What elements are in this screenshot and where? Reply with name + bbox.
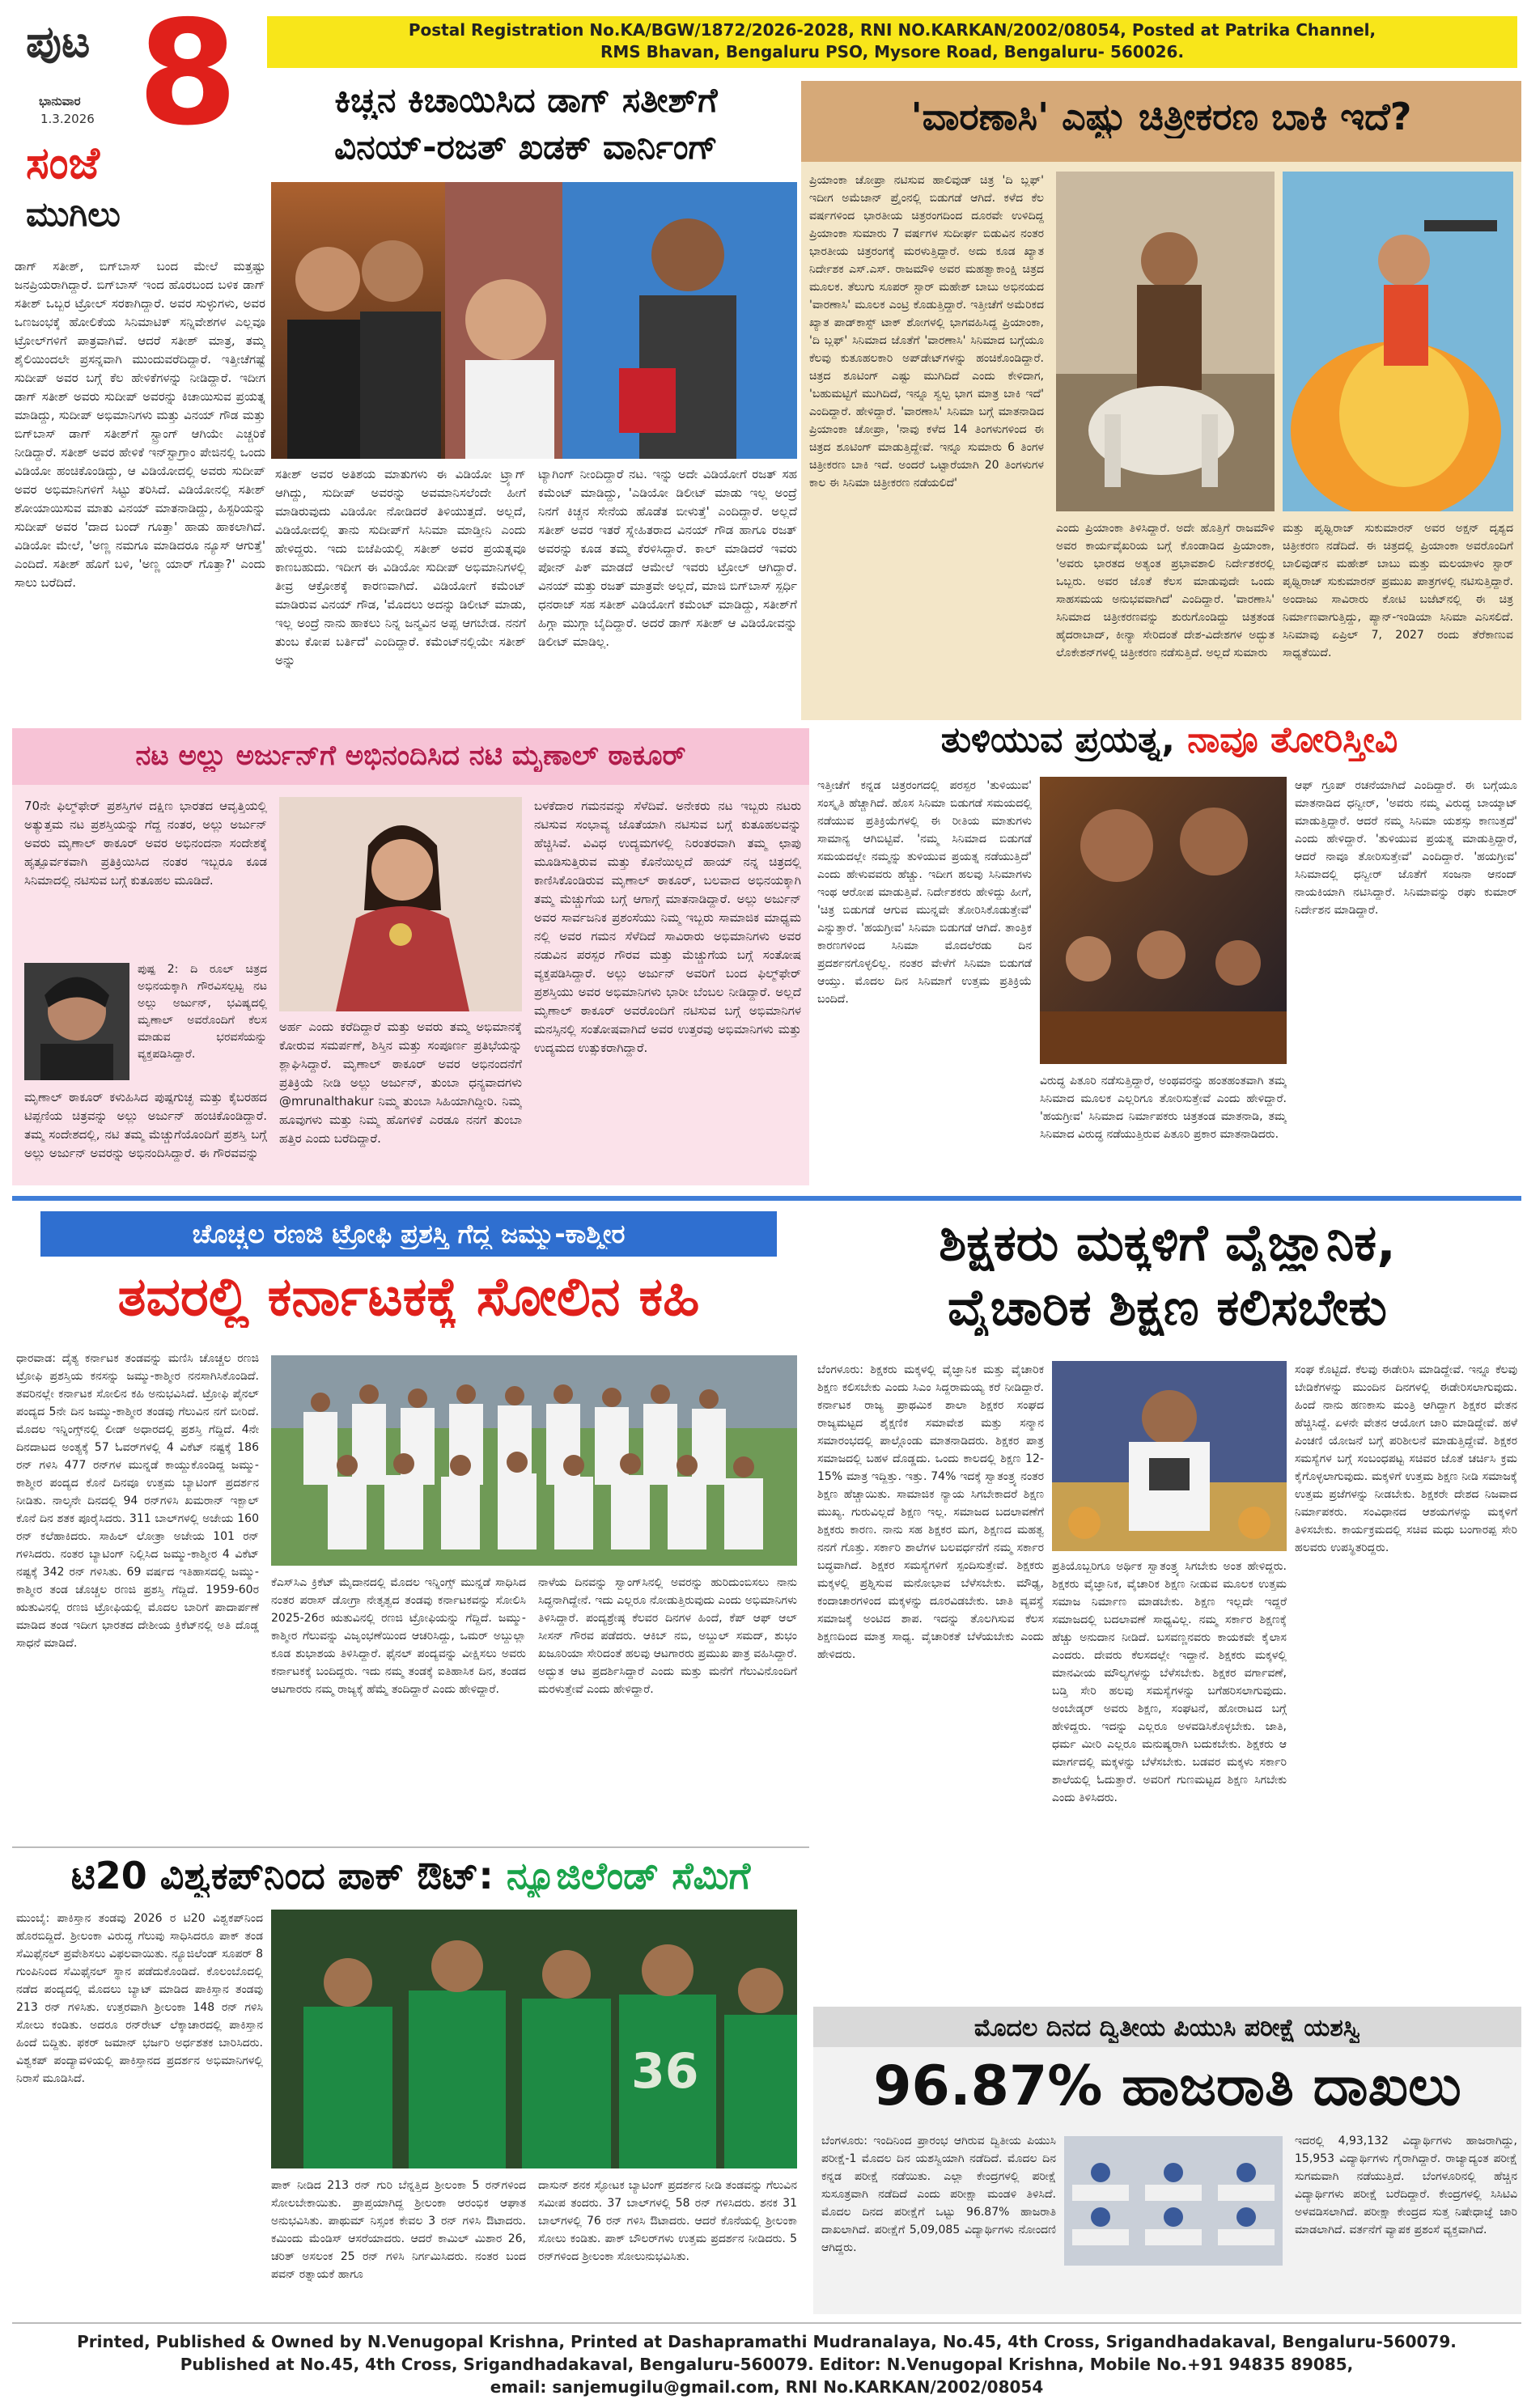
tuliyuva-headline xyxy=(817,720,1521,761)
mrunal-caption: ಪುಷ್ಪ 2: ದಿ ರೂಲ್ ಚಿತ್ರದ ಅಭಿನಯಕ್ಕಾಗಿ ಗೌರವಿಸಲ್ಪಟ್ಟ ನಟ ಅಲ್ಲು ಅರ್ಜುನ್, ಭವಿಷ್ಯದಲ್ಲಿ ಮೃಣಾಲ್ ಅವರೊಂದಿಗೆ ಕೆಲಸ ಮಾಡುವ ಭರವಸೆಯನ್ನು ವ್ಯಕ್ತಪಡಿಸಿದ್ದಾರೆ. xyxy=(138,963,267,1061)
varanasi-col-3: ಮತ್ತು ಪೃಥ್ವಿರಾಜ್ ಸುಕುಮಾರನ್ ಅವರ ಅಕ್ಷನ್ ದೃಶ್ಯದ ಚಿತ್ರೀಕರಣ ನಡೆದಿದೆ. ಈ ಚಿತ್ರದಲ್ಲಿ ಪ್ರಿಯಾಂಕಾ ಅವರೊಂದಿಗೆ ಬಾಲಿವುಡ್‌ನ ಮಹೇಶ್ ಬಾಬು ಮತ್ತು ಮಲಯಾಳಂ ಸ್ಟಾರ್ ಪೃಥ್ವಿರಾಜ್ ಸುಕುಮಾರನ್ ಪ್ರಮುಖ ಪಾತ್ರಗಳಲ್ಲಿ ನಟಿಸುತ್ತಿದ್ದಾರೆ. ಅಂದಾಜು ಸಾವಿರಾರು ಕೋಟಿ ಬಜೆಟ್‌ನಲ್ಲಿ ಈ ಚಿತ್ರ ನಿರ್ಮಾಣವಾಗುತ್ತಿದ್ದು, ಪ್ಯಾನ್-ಇಂಡಿಯಾ ಸಿನಿಮಾ ಎನಿಸಲಿದೆ. ಸಿನಿಮಾವು ಏಪ್ರಿಲ್ 7, 2027 ರಂದು ತೆರೆಕಾಣುವ ಸಾಧ್ಯತೆಯಿದೆ. xyxy=(1283,522,1513,659)
cm-col-2: ಪ್ರತಿಯೊಬ್ಬರಿಗೂ ಅರ್ಥಿಕ ಸ್ವಾತಂತ್ರ್ಯ ಸಿಗಬೇಕು ಅಂತ ಹೇಳಿದ್ದರು. ಶಿಕ್ಷಕರು ವೈಜ್ಞಾನಿಕ, ವೈಚಾರಿಕ ಶಿಕ್ಷಣ ನೀಡುವ ಮೂಲಕ ಉತ್ತಮ ಸಮಾಜ ನಿರ್ಮಾಣ ಮಾಡಬೇಕು. ಶಿಕ್ಷಣ ಇಲ್ಲದೇ ಇದ್ದರೆ ಸಮಾಜದಲ್ಲಿ ಬದಲಾವಣೆ ಸಾಧ್ಯವಿಲ್ಲ. ನಮ್ಮ ಸರ್ಕಾರ ಶಿಕ್ಷಣಕ್ಕೆ ಹೆಚ್ಚು ಅನುದಾನ ನೀಡಿದೆ. ಬಸವಣ್ಣನವರು ಕಾಯಕವೇ ಕೈಲಾಸ ಎಂದರು. ದೇವರು ಕೆಲಸದಲ್ಲೇ ಇದ್ದಾನೆ. ಶಿಕ್ಷಕರು ಮಕ್ಕಳಲ್ಲಿ ಮಾನವೀಯ ಮೌಲ್ಯಗಳನ್ನು ಬೆಳೆಸಬೇಕು. ಶಿಕ್ಷಕರ ವರ್ಗಾವಣೆ, ಬಡ್ತಿ ಸೇರಿ ಹಲವು ಸಮಸ್ಯೆಗಳನ್ನು ಬಗೆಹರಿಸಲಾಗುವುದು. ಅಂಬೇಡ್ಕರ್ ಅವರು ಶಿಕ್ಷಣ, ಸಂಘಟನೆ, ಹೋರಾಟದ ಬಗ್ಗೆ ಹೇಳಿದ್ದರು. ಇದನ್ನು ಎಲ್ಲರೂ ಅಳವಡಿಸಿಕೊಳ್ಳಬೇಕು. ಜಾತಿ, ಧರ್ಮ ಮೀರಿ ಎಲ್ಲರೂ ಮನುಷ್ಯರಾಗಿ ಬದುಕಬೇಕು. ಶಿಕ್ಷಕರು ಆ ಮಾರ್ಗದಲ್ಲಿ ಮಕ್ಕಳನ್ನು ಬೆಳೆಸಬೇಕು. ಬಡವರ ಮಕ್ಕಳು ಸರ್ಕಾರಿ ಶಾಲೆಯಲ್ಲಿ ಓದುತ್ತಾರೆ. ಅವರಿಗೆ ಗುಣಮಟ್ಟದ ಶಿಕ್ಷಣ ಸಿಗಬೇಕು ಎಂದು ತಿಳಿಸಿದರು. xyxy=(1052,1560,1287,1804)
footer-line-1: Printed, Published & Owned by N.Venugopal Krishna, Printed at Dashapramathi Mudranalaya, No.45, 4th Cross, Srigandhadakaval, Bengaluru-560079. xyxy=(77,2332,1457,2351)
jk-team-photo xyxy=(271,1355,797,1566)
varanasi-col-2: ಎಂದು ಪ್ರಿಯಾಂಕಾ ತಿಳಿಸಿದ್ದಾರೆ. ಅದೇ ಹೊತ್ತಿಗೆ ರಾಜಮೌಳಿ ಅವರ ಕಾರ್ಯವೈಖರಿಯ ಬಗ್ಗೆ ಕೊಂಡಾಡಿದ ಪ್ರಿಯಾಂಕಾ, 'ಅವರು ಭಾರತದ ಅತ್ಯಂತ ಪ್ರಭಾವಶಾಲಿ ನಿರ್ದೇಶಕರಲ್ಲಿ ಒಬ್ಬರು. ಅವರ ಜೊತೆ ಕೆಲಸ ಮಾಡುವುದೇ ಒಂದು ಸಾಹಸಮಯ ಅನುಭವವಾಗಿದೆ' ಎಂದಿದ್ದಾರೆ. 'ವಾರಣಾಸಿ' ಸಿನಿಮಾದ ಚಿತ್ರೀಕರಣವನ್ನು ಶುರುಗೊಂಡಿದ್ದು ಚಿತ್ರತಂಡ ಹೈದರಾಬಾದ್, ಕೀನ್ಯಾ ಸೇರಿದಂತೆ ದೇಶ-ವಿದೇಶಗಳ ಅದ್ಭುತ ಲೊಕೇಶನ್‌ಗಳಲ್ಲಿ ಚಿತ್ರೀಕರಣ ನಡೆಸುತ್ತಿದೆ. ಅಲ್ಲದೆ ಸುಮಾರು xyxy=(1056,522,1275,659)
hayagreeva-poster xyxy=(1040,777,1287,1064)
allu-arjun-photo xyxy=(24,963,129,1080)
puc-exam-photo xyxy=(1064,2136,1283,2266)
mrunal-right-col: ಬಳಕೆದಾರ ಗಮನವನ್ನು ಸೆಳೆದಿವೆ. ಅನೇಕರು ನಟ ಇಬ್ಬರು ನಟರು ನಟಿಸುವ ಸಂಭಾವ್ಯ ಜೊತೆಯಾಗಿ ನಟಿಸುವ ಬಗ್ಗೆ ಕುತೂಹಲವನ್ನು ಹೆಚ್ಚಿಸಿವೆ. ವಿವಿಧ ಉದ್ಯಮಗಳಲ್ಲಿ ನಿರಂತರವಾಗಿ ತಮ್ಮ ಛಾಪು ಮೂಡಿಸುತ್ತಿರುವ ಮತ್ತು ಕೊನೆಯಿಲ್ಲದೆ ಹಾಯ್ ನನ್ನ ಚಿತ್ರದಲ್ಲಿ ಕಾಣಿಸಿಕೊಂಡಿರುವ ಮೃಣಾಲ್ ಠಾಕೂರ್, ಬಲವಾದ ಅಭಿನಯಕ್ಕಾಗಿ ತಮ್ಮ ಮೆಚ್ಚುಗೆಯ ಬಗ್ಗೆ ಆಗಾಗ್ಗೆ ಮಾತನಾಡಿದ್ದಾರೆ. ಅಲ್ಲು ಅರ್ಜುನ್ ಅವರ ಸಾರ್ವಜನಿಕ ಪ್ರಶಂಸೆಯು ನಿಮ್ಮ ಇಬ್ಬರು ಸಾಮಾಜಿಕ ಮಾಧ್ಯಮ ನಲ್ಲಿ ಅವರ ಗಮನ ಸೆಳೆದಿದೆ ಸಾವಿರಾರು ಅಭಿಮಾನಿಗಳು ಅವರ ನಡುವಿನ ಪರಸ್ಪರ ಗೌರವ ಮತ್ತು ಮೆಚ್ಚುಗೆಯ ಬಗ್ಗೆ ಸಂತೋಷ ವ್ಯಕ್ತಪಡಿಸಿದ್ದಾರೆ. ಅಲ್ಲು ಅರ್ಜುನ್ ಅವರಿಗೆ ಬಂದ ಫಿಲ್ಮ್‌ಫೇರ್ ಪ್ರಶಸ್ತಿಯು ಅವರ ಅಭಿಮಾನಿಗಳು ಭಾರೀ ಬೆಂಬಲ ನೀಡಿದ್ದಾರೆ. ಅಲ್ಲದೆ ಮೃಣಾಲ್ ಠಾಕೂರ್ ಅವರೊಂದಿಗೆ ನಟಿಸುವ ಬಗ್ಗೆ ಅಭಿಮಾನಿಗಳ ಮನಸ್ಸಿನಲ್ಲಿ ಸಂತೋಷವಾಗಿದೆ ಅವರ ಉತ್ತರವು ಅಭಿಮಾನಿಗಳು ಮತ್ತು ಉದ್ಯಮದ ಉತ್ಸುಕರಾಗಿದ್ದಾರೆ. xyxy=(534,799,801,1055)
t20-headline xyxy=(16,1855,805,1897)
masthead xyxy=(16,0,259,251)
mrunal-headline: ನಟ ಅಲ್ಲು ಅರ್ಜುನ್‌ಗೆ ಅಭಿನಂದಿಸಿದ ನಟಿ ಮೃಣಾಲ್ ಠಾಕೂರ್ xyxy=(135,740,686,772)
cm-photo xyxy=(1052,1361,1287,1551)
sudeep-col-1: ಡಾಗ್ ಸತೀಶ್, ಬಿಗ್‌ಬಾಸ್ ಬಂದ ಮೇಲೆ ಮತ್ತಷ್ಟು ಜನಪ್ರಿಯರಾಗಿದ್ದಾರೆ. ಬಿಗ್‌ಬಾಸ್ ಇಂದ ಹೊರಬಂದ ಬಳಿಕ ಡಾಗ್ ಸತೀಶ್ ಒಬ್ಬರ ಟ್ರೋಲ್ ಸರಕಾಗಿದ್ದಾರೆ. ಅವರ ಸುಳ್ಳುಗಳು, ಅವರ ಒಣಜಂಭಕ್ಕೆ ಹೋಲಿಕೆಯ ಸಿನಿಮಾಟಿಕ್ ಸನ್ನಿವೇಶಗಳ ಎಲ್ಲವೂ ಟ್ರೋಲ್‌ಗಳಿಗೆ ಪಾತ್ರವಾಗಿವೆ. ಆದರೆ ಸತೀಶ್ ಮಾತ್ರ, ತಮ್ಮ ಶೈಲಿಯಿಂದಲೇ ಪ್ರಸನ್ನವಾಗಿ ಮುಂದುವರೆದಿದ್ದಾರೆ. ಇತ್ತೀಚೆಗಷ್ಟೆ ಸುದೀಪ್ ಅವರ ಬಗ್ಗೆ ಕೆಲ ಹೇಳಿಕೆಗಳನ್ನು ನೀಡಿದ್ದಾರೆ. ಇದೀಗ ಡಾಗ್ ಸತೀಶ್ ಅವರು ಸುದೀಪ್ ಅವರನ್ನು ಕಿಚಾಯಿಸುವ ಪ್ರಯತ್ನ ಮಾಡಿದ್ದು, ಸುದೀಪ್ ಅಭಿಮಾನಿಗಳು ಮತ್ತು ವಿನಯ್ ಗೌಡ ಮತ್ತು ಬಿಗ್‌ಬಾಸ್ ಡಾಗ್ ಸತೀಶ್‌ಗೆ ಸ್ಟ್ರಾಂಗ್ ಆಗಿಯೇ ಎಚ್ಚರಿಕೆ ನೀಡಿದ್ದಾರೆ. ಸತೀಶ್ ಅವರ ಹೇಳಿಕೆ ಇನ್‌ಸ್ಟಾಗ್ರಾಂ ಪೇಜಿನಲ್ಲಿ ಒಂದು ವಿಡಿಯೋ ಹಂಚಿಕೊಂಡಿದ್ದು, ಆ ವಿಡಿಯೋದಲ್ಲಿ ಅವರು ಸುದೀಪ್ ಅವರ ಅಭಿಮಾನಿಗಳಿಗೆ ಸಿಟ್ಟು ತರಿಸಿದೆ. ವಿಡಿಯೋನಲ್ಲಿ ಸತೀಶ್ ಶೋಯಾಯಿಸುವ ಮಾತು ವಿನಯ್ ಮಾತನಾಡಿದ್ದು, ಹಿಸ್ಟರಿಯನ್ನು ಸುದೀಪ್ ಅವರ 'ದಾದ ಬಂದ್ ಗೂತ್ತಾ' ಹಾಡು ಹಾಕಲಾಗಿದೆ. ವಿಡಿಯೋ ಮೇಲೆ, 'ಅಣ್ಣ ನಮಗೂ ಮಾಡಿದರೂ ನ್ಯೂಸ್ ಆಗುತ್ತೆ' ಎಂದಿದೆ. ಸತೀಶ್ ಹೊಗೆ ಬಳಿ, 'ಅಣ್ಣ ಯಾರ್ ಗೊತ್ತಾ?' ಎಂದು ಸಾಲು ಬರೆದಿದೆ. xyxy=(15,259,265,590)
cm-headline-2: ವೈಚಾರಿಕ ಶಿಕ್ಷಣ ಕಲಿಸಬೇಕು xyxy=(948,1278,1387,1337)
footer-line-3: email: sanjemugilu@gmail.com, RNI No.KARKAN/2002/08054 xyxy=(490,2377,1044,2397)
mrunal-left-bottom: ಮೃಣಾಲ್ ಠಾಕೂರ್ ಕಳುಹಿಸಿದ ಪುಷ್ಪಗುಚ್ಛ ಮತ್ತು ಕೈಬರಹದ ಟಿಪ್ಪಣಿಯ ಚಿತ್ರವನ್ನು ಅಲ್ಲು ಅರ್ಜುನ್ ಹಂಚಿಕೊಂಡಿದ್ದಾರೆ. ತಮ್ಮ ಸಂದೇಶದಲ್ಲಿ, ನಟಿ ತಮ್ಮ ಮೆಚ್ಚುಗೆಯೊಂದಿಗೆ ಪ್ರಶಸ್ತಿ ಬಗ್ಗೆ ಅಲ್ಲು ಅರ್ಜುನ್ ಅವರನ್ನು ಅಭಿನಂದಿಸಿದ್ದಾರೆ. ಈ ಗೌರವವನ್ನು xyxy=(24,1090,267,1160)
imprint-footer xyxy=(12,2330,1521,2403)
t20-col-3: ದಾಸುನ್ ಶನಕ ಸ್ಫೋಟಕ ಬ್ಯಾಟಿಂಗ್ ಪ್ರದರ್ಶನ ನೀಡಿ ತಂಡವನ್ನು ಗೆಲುವಿನ ಸಮೀಪ ತಂದರು. 37 ಬಾಲ್‌ಗಳಲ್ಲಿ 58 ರನ್ ಗಳಿಸಿದರು. ಶನಕ 31 ಬಾಲ್‌ಗಳಲ್ಲಿ 76 ರನ್ ಗಳಿಸಿ ಔಟಾದರು. ಆದರೆ ಕೊನೆಯಲ್ಲಿ ಶ್ರೀಲಂಕಾ ಸೋಲು ಕಂಡಿತು. ಪಾಕ್ ಬೌಲರ್‌ಗಳು ಉತ್ತಮ ಪ್ರದರ್ಶನ ನೀಡಿದರು. 5 ರನ್‌ಗಳಿಂದ ಶ್ರೀಲಂಕಾ ಸೋಲುನುಭವಿಸಿತು. xyxy=(538,2179,797,2263)
page-number: 8 xyxy=(138,0,238,157)
mrunal-intro: 70ನೇ ಫಿಲ್ಮ್‌ಫೇರ್ ಪ್ರಶಸ್ತಿಗಳ ದಕ್ಷಿಣ ಭಾರತದ ಆವೃತ್ತಿಯಲ್ಲಿ ಅತ್ಯುತ್ತಮ ನಟ ಪ್ರಶಸ್ತಿಯನ್ನು ಗೆದ್ದ ನಂತರ, ಅಲ್ಲು ಅರ್ಜುನ್ ಅವರು ಮೃಣಾಲ್ ಠಾಕೂರ್ ಅವರ ಅಭಿನಂದನಾ ಸಂದೇಶಕ್ಕೆ ಹೃತ್ಪೂರ್ವಕವಾಗಿ ಪ್ರತಿಕ್ರಿಯಿಸಿದ ನಂತರ ಇಬ್ಬರೂ ಕೂಡ ಸಿನಿಮಾದಲ್ಲಿ ನಟಿಸುವ ಬಗ್ಗೆ ಕುತೂಹಲ ಮೂಡಿದೆ. xyxy=(24,799,267,888)
date-label: 1.3.2026 xyxy=(40,112,95,126)
postal-line-2: RMS Bhavan, Bengaluru PSO, Mysore Road, Bengaluru- 560026. xyxy=(600,42,1185,61)
varanasi-photo-1 xyxy=(1056,172,1275,511)
section-word: ಪುಟ xyxy=(26,16,91,67)
sudeep-col-3: ಟ್ಯಾಗಿಂಗ್ ನೀಂದಿದ್ದಾರೆ ನಟ. ಇನ್ನು ಅದೇ ವಿಡಿಯೋಗೆ ರಜತ್ ಸಹ ಕಮೆಂಟ್ ಮಾಡಿದ್ದು, 'ಎಡಿಯೋ ಡಿಲೀಟ್ ಮಾಡು ಇಲ್ಲ ಅಂದ್ರೆ ನಿನಗೆ ಕಿಚ್ಚನ ಸೇನೆಯ ಹೊಡೆತ ಬೀಳುತ್ತೆ' ಎಂದಿದ್ದಾರೆ. ಅಲ್ಲದೆ ಸತೀಶ್ ಅವರ ಇತರೆ ಸ್ನೇಹಿತರಾದ ವಿನಯ್ ಗೌಡ ಹಾಗೂ ರಜತ್ ಅವರನ್ನು ಕೂಡ ತಮ್ಮ ಕೆರಳಿಸಿದ್ದಾರೆ. ಕಾಲ್ ಮಾಡಿದರೆ ಇವರು ಪೋನ್ ಪಿಕ್ ಮಾಡದೆ ಆಮೇಲೆ ಇವರು ಟ್ರೋಲ್ ಆಗಿದ್ದಾರೆ. ವಿನಯ್ ಮತ್ತು ರಜತ್ ಮಾತ್ರವೇ ಅಲ್ಲದೆ, ಮಾಜಿ ಬಿಗ್‌ಬಾಸ್ ಸ್ಪರ್ಧಿ ಧನರಾಜ್ ಸಹ ಸತೀಶ್ ವಿಡಿಯೋಗೆ ಕಮೆಂಟ್ ಮಾಡಿದ್ದು, ಸತೀಶ್‌ಗೆ ಹಿಗ್ಗಾ ಮುಗ್ಗಾ ಬೈದಿದ್ದಾರೆ. ಅದರೆ ಡಾಗ್ ಸತೀಶ್ ಆ ವಿಡಿಯೋವನ್ನು ಡಿಲೀಟ್ ಮಾಡಿಲ್ಲ. xyxy=(538,467,797,649)
varanasi-photo-2 xyxy=(1283,172,1513,511)
puc-col-2: ಇದರಲ್ಲಿ 4,93,132 ವಿದ್ಯಾರ್ಥಿಗಳು ಹಾಜರಾಗಿದ್ದು, 15,953 ವಿದ್ಯಾರ್ಥಿಗಳು ಗೈರಾಗಿದ್ದಾರೆ. ರಾಜ್ಯಾದ್ಯಂತ ಪರೀಕ್ಷೆ ಸುಗಮವಾಗಿ ನಡೆಯುತ್ತಿದೆ. ಬೆಂಗಳೂರಿನಲ್ಲಿ ಹೆಚ್ಚಿನ ವಿದ್ಯಾರ್ಥಿಗಳು ಪರೀಕ್ಷೆ ಬರೆದಿದ್ದಾರೆ. ಕೇಂದ್ರಗಳಲ್ಲಿ ಸಿಸಿಟಿವಿ ಅಳವಡಿಸಲಾಗಿದೆ. ಪರೀಕ್ಷಾ ಕೇಂದ್ರದ ಸುತ್ತ ನಿಷೇಧಾಜ್ಞೆ ಜಾರಿ ಮಾಡಲಾಗಿದೆ. ವರ್ತನೆಗೆ ವ್ಯಾಪಕ ಪ್ರಶಂಸೆ ವ್ಯಕ್ತವಾಗಿದೆ. xyxy=(1295,2135,1517,2236)
t20-top-rule xyxy=(12,1846,809,1848)
svg-text:36: 36 xyxy=(631,2043,699,2100)
ranji-col-2: ಕೆಎಸ್‌ಸಿಎ ಕ್ರಿಕೆಟ್ ಮೈದಾನದಲ್ಲಿ ಮೊದಲ ಇನ್ನಿಂಗ್ಸ್ ಮುನ್ನಡೆ ಸಾಧಿಸಿದ ನಂತರ ಪರಾಸ್ ಡೋಗ್ರಾ ನೇತೃತ್ವದ ತಂಡವು ಕರ್ನಾಟಕವನ್ನು ಸೋಲಿಸಿ 2025-26ರ ಋತುವಿನಲ್ಲಿ ರಣಜಿ ಟ್ರೋಫಿಯನ್ನು ಗೆದ್ದಿದೆ. ಜಮ್ಮು-ಕಾಶ್ಮೀರ ಗೆಲುವನ್ನು ವಿಜೃಂಭಣೆಯಿಂದ ಆಚರಿಸಿದ್ದು, ಒಮರ್ ಅಬ್ದುಲ್ಲಾ ಕೂಡ ಶುಭಾಶಯ ತಿಳಿಸಿದ್ದಾರೆ. ಫೈನಲ್ ಪಂದ್ಯವನ್ನು ವೀಕ್ಷಿಸಲು ಅವರು ಕರ್ನಾಟಕಕ್ಕೆ ಬಂದಿದ್ದರು. ಇದು ನಮ್ಮ ತಂಡಕ್ಕೆ ಐತಿಹಾಸಿಕ ದಿನ, ತಂಡದ ಆಟಗಾರರು ನಮ್ಮ ರಾಜ್ಯಕ್ಕೆ ಹೆಮ್ಮೆ ತಂದಿದ್ದಾರೆ ಎಂದು ಹೇಳಿದ್ದಾರೆ. xyxy=(271,1576,526,1696)
tuliyuva-headline-part1: ತುಳಿಯುವ ಪ್ರಯತ್ನ, xyxy=(940,720,1188,761)
tuliyuva-col-1: ಇತ್ತೀಚೆಗೆ ಕನ್ನಡ ಚಿತ್ರರಂಗದಲ್ಲಿ ಪರಸ್ಪರ 'ತುಳಿಯುವ' ಸಂಸ್ಕೃತಿ ಹೆಚ್ಚಾಗಿದೆ. ಹೊಸ ಸಿನಿಮಾ ಬಿಡುಗಡೆ ಸಮಯದಲ್ಲಿ ನಡೆಯುವ ಪ್ರತಿಕ್ರಿಯೆಗಳಲ್ಲಿ ಈ ರೀತಿಯ ಮಾತುಗಳು ಸಾಮಾನ್ಯ ಆಗಿಬಿಟ್ಟಿವೆ. 'ನಮ್ಮ ಸಿನಿಮಾದ ಬಿಡುಗಡೆ ಸಮಯದಲ್ಲೇ ನಮ್ಮನ್ನು ತುಳಿಯುವ ಪ್ರಯತ್ನ ನಡೆಯುತ್ತಿದೆ' ಎಂದು ಹೇಳುವವರು ಹೆಚ್ಚು. ಇದೀಗ ಹಲವು ಸಿನಿಮಾಗಳು ಇಂಥ ಆರೋಪ ಮಾಡುತ್ತಿವೆ. ನಿರ್ದೇಶಕರು ಹೇಳಿದ್ದು ಹೀಗೆ, 'ಚಿತ್ರ ಬಿಡುಗಡೆ ಆಗುವ ಮುನ್ನವೇ ತೋರಿಸಿಕೊಡುತ್ತೇವೆ' ಎನ್ನುತ್ತಾರೆ. 'ಹಯಗ್ರೀವ' ಸಿನಿಮಾ ಬಿಡುಗಡೆ ಆಗಿದೆ. ತಾಂತ್ರಿಕ ಕಾರಣಗಳಿಂದ ಸಿನಿಮಾ ಮೊದಲೆರಡು ದಿನ ಪ್ರದರ್ಶನಗೊಳ್ಳಲಿಲ್ಲ. ನಂತರ ವೇಳೆಗೆ ಸಿನಿಮಾ ಬಿಡುಗಡೆ ಆಯ್ತು. ಮೊದಲ ದಿನ ಸಿನಿಮಾಗೆ ಉತ್ತಮ ಪ್ರತಿಕ್ರಿಯೆ ಬಂದಿದೆ. xyxy=(817,779,1032,1006)
ranji-col-1: ಧಾರವಾಡ: ದೈತ್ಯ ಕರ್ನಾಟಕ ತಂಡವನ್ನು ಮಣಿಸಿ ಚೊಚ್ಚಲ ರಣಜಿ ಟ್ರೋಫಿ ಪ್ರಶಸ್ತಿಯ ಕನಸನ್ನು ಜಮ್ಮು-ಕಾಶ್ಮೀರ ನನಸಾಗಿಸಿಕೊಂಡಿದೆ. ತವರಿನಲ್ಲೇ ಕರ್ನಾಟಕ ಸೋಲಿನ ಕಹಿ ಅನುಭವಿಸಿದೆ. ಟ್ರೋಫಿ ಪೈನಲ್ ಪಂದ್ಯದ 5ನೇ ದಿನ ಜಮ್ಮು-ಕಾಶ್ಮೀರ ತಂಡವು ಗೆಲುವಿನ ನಗೆ ಬೀರಿದೆ. ಮೊದಲ ಇನ್ನಿಂಗ್ಸ್‌ನಲ್ಲಿ ಲೀಡ್ ಅಧಾರದಲ್ಲಿ ಪ್ರಶಸ್ತಿ ಗೆದ್ದಿದೆ. 4ನೇ ದಿನದಾಟದ ಅಂತ್ಯಕ್ಕೆ 57 ಓವರ್‌ಗಳಲ್ಲಿ 4 ವಿಕೆಟ್ ನಷ್ಟಕ್ಕೆ 186 ರನ್ ಗಳಿಸಿ 477 ರನ್‌ಗಳ ಮುನ್ನಡೆ ಕಾಯ್ದುಕೊಂಡಿದ್ದ ಜಮ್ಮು-ಕಾಶ್ಮೀರ ಪಂದ್ಯದ ಕೊನೆ ದಿನವೂ ಉತ್ತಮ ಬ್ಯಾಟಿಂಗ್ ಪ್ರದರ್ಶನ ನೀಡಿತು. ನಾಲ್ಕನೇ ದಿನದಲ್ಲಿ 94 ರನ್‌ಗಳಿಸಿ ಖಮರಾನ್ ಇಕ್ಬಾಲ್ ಕೊನೆ ದಿನ ಶತಕ ಪೂರೈಸಿದರು. 311 ಬಾಲ್‌ಗಳಲ್ಲಿ ಅಜೇಯ 160 ರನ್ ಕಲೆಹಾಕಿದರು. ಸಾಹಿಲ್ ಲೋತ್ರಾ ಅಜೇಯ 101 ರನ್ ಗಳಿಸಿದರು. ನಂತರ ಬ್ಯಾಟಿಂಗ್ ನಿಲ್ಲಿಸಿದ ಜಮ್ಮು-ಕಾಶ್ಮೀರ 4 ವಿಕೆಟ್ ನಷ್ಟಕ್ಕೆ 342 ರನ್ ಗಳಿಸಿತು. 69 ವರ್ಷದ ಇತಿಹಾಸದಲ್ಲಿ ಜಮ್ಮು-ಕಾಶ್ಮೀರ ತಂಡ ಚೊಚ್ಚಲ ರಣಜಿ ಪ್ರಶಸ್ತಿ ಗೆದ್ದಿದೆ. 1959-60ರ ಋತುವಿನಲ್ಲಿ ರಣಜಿ ಟ್ರೋಫಿಯಲ್ಲಿ ಮೊದಲ ಬಾರಿಗೆ ಪಾದಾರ್ಪಣೆ ಮಾಡಿದ ತಂಡ ಇದೀಗ ಭಾರತದ ದೇಶೀಯ ಕ್ರಿಕೆಟ್‌ನಲ್ಲಿ ಅತಿ ದೊಡ್ಡ ಸಾಧನೆ ಮಾಡಿದೆ. xyxy=(16,1352,259,1650)
footer-rule xyxy=(12,2322,1521,2324)
postal-strip xyxy=(267,16,1517,68)
tuliyuva-col-3: ಆಫ್ ಗ್ರೂಪ್ ರಚನೆಯಾಗಿದೆ ಎಂದಿದ್ದಾರೆ. ಈ ಬಗ್ಗೆಯೂ ಮಾತನಾಡಿದ ಧನ್ವೀರ್, 'ಅವರು ನಮ್ಮ ವಿರುದ್ಧ ಬಾಯ್ಕಾಟ್ ಮಾಡುತ್ತಿದ್ದಾರೆ. ಆದರೆ ನಮ್ಮ ಸಿನಿಮಾ ಯಶಸ್ಸು ಕಾಣುತ್ತದೆ' ಎಂದು ಹೇಳಿದ್ದಾರೆ. 'ತುಳಿಯುವ ಪ್ರಯತ್ನ ಮಾಡುತ್ತಿದ್ದಾರೆ, ಆದರೆ ನಾವೂ ತೋರಿಸುತ್ತೇವೆ' ಎಂದಿದ್ದಾರೆ. 'ಹಯಗ್ರೀವ' ಸಿನಿಮಾದಲ್ಲಿ ಧನ್ವೀರ್ ಜೊತೆಗೆ ಸಂಜನಾ ಆನಂದ್ ನಾಯಕಿಯಾಗಿ ನಟಿಸಿದ್ದಾರೆ. ಸಿನಿಮಾವನ್ನು ರಘು ಕುಮಾರ್ ನಿರ್ದೇಶನ ಮಾಡಿದ್ದಾರೆ. xyxy=(1295,779,1517,917)
footer-line-2: Published at No.45, 4th Cross, Srigandhadakaval, Bengaluru-560079. Editor: N.Venugopal Krishna, Mobile No.+91 94835 89085, xyxy=(180,2355,1354,2374)
cm-headline-1: ಶಿಕ್ಷಕರು ಮಕ್ಕಳಿಗೆ ವೈಜ್ಞಾನಿಕ, xyxy=(939,1214,1396,1272)
sudeep-headline-2: ವಿನಯ್-ರಜತ್ ಖಡಕ್ ವಾರ್ನಿಂಗ್ xyxy=(334,128,718,167)
ranji-kicker: ಚೊಚ್ಚಲ ರಣಜಿ ಟ್ರೋಫಿ ಪ್ರಶಸ್ತಿ ಗೆದ್ದ ಜಮ್ಮು-ಕಾಶ್ಮೀರ xyxy=(192,1219,626,1249)
t20-col-2: ಪಾಕ್ ನೀಡಿದ 213 ರನ್ ಗುರಿ ಬೆನ್ನತ್ತಿದ ಶ್ರೀಲಂಕಾ 5 ರನ್‌ಗಳಿಂದ ಸೋಲಬೇಕಾಯಿತು. ಪ್ರಾಪ್ತಯಾಗಿದ್ದ ಶ್ರೀಲಂಕಾ ಆರಂಭಿಕ ಆಘಾತ ಅನುಭವಿಸಿತು. ಪಾಥುಮ್ ನಿಸ್ಸಂಕ ಕೇವಲ 3 ರನ್ ಗಳಿಸಿ ಔಟಾದರು. ಕಮಿಂದು ಮೆಂಡಿಸ್ ಆಸರೆಯಾದರು. ಆದರೆ ಕಾಮಿಲ್ ಮಿಶಾರ 26, ಚರಿತ್ ಅಸಲಂಕ 25 ರನ್ ಗಳಿಸಿ ನಿರ್ಗಮಿಸಿದರು. ನಂತರ ಬಂದ ಪವನ್ ರತ್ನಾಯಕೆ ಹಾಗೂ xyxy=(271,2179,526,2281)
mrunal-mid-col: ಅರ್ಹ ಎಂದು ಕರೆದಿದ್ದಾರೆ ಮತ್ತು ಅವರು ತಮ್ಮ ಅಭಿಮಾನಕ್ಕೆ ಕೋರುವ ಸಮರ್ಪಣೆ, ಶಿಸ್ತಿನ ಮತ್ತು ಸಂಪೂರ್ಣ ಪ್ರತಿಭೆಯನ್ನು ಶ್ಲಾಘಿಸಿದ್ದಾರೆ. ಮೃಣಾಲ್ ಠಾಕೂರ್ ಅವರ ಅಭಿನಂದನೆಗೆ ಪ್ರತಿಕ್ರಿಯೆ ನೀಡಿ ಅಲ್ಲು ಅರ್ಜುನ್, ತುಂಬಾ ಧನ್ಯವಾದಗಳು @mrunalthakur ನಿಮ್ಮ ತುಂಬಾ ಸಿಹಿಯಾಗಿದ್ದೀರಿ. ನಿಮ್ಮ ಹೂವುಗಳು ಮತ್ತು ನಿಮ್ಮ ಹೊಗಳಿಕೆ ಎರಡೂ ನನಗೆ ತುಂಬಾ ಹತ್ತಿರ ಎಂದು ಬರೆದಿದ್ದಾರೆ. xyxy=(279,1020,522,1146)
ranji-headline: ತವರಲ್ಲಿ ಕರ್ನಾಟಕಕ್ಕೆ ಸೋಲಿನ ಕಹಿ xyxy=(117,1266,700,1328)
paper-name-2: ಮುಗಿಲು xyxy=(26,194,121,234)
varanasi-headline: 'ವಾರಣಾಸಿ' ಎಷ್ಟು ಚಿತ್ರೀಕರಣ ಬಾಕಿ ಇದೆ? xyxy=(910,95,1412,138)
section-divider xyxy=(12,1196,1521,1201)
puc-headline: 96.87% ಹಾಜರಾತಿ ದಾಖಲು xyxy=(873,2055,1461,2118)
t20-headline-part2: ನ್ಯೂಜಿಲೆಂಡ್ ಸೆಮಿಗೆ xyxy=(506,1855,751,1897)
postal-line-1: Postal Registration No.KA/BGW/1872/2026-2028, RNI NO.KARKAN/2002/08054, Posted at Patrika Channel, xyxy=(408,20,1376,40)
tuliyuva-headline-part2: ನಾವೂ ತೋರಿಸ್ತೀವಿ xyxy=(1187,720,1398,761)
puc-col-1: ಬೆಂಗಳೂರು: ಇಂದಿನಿಂದ ಪ್ರಾರಂಭ ಆಗಿರುವ ದ್ವಿತೀಯ ಪಿಯುಸಿ ಪರೀಕ್ಷೆ-1 ಮೊದಲ ದಿನ ಯಶಸ್ವಿಯಾಗಿ ನಡೆದಿದೆ. ಮೊದಲ ದಿನ ಕನ್ನಡ ಪರೀಕ್ಷೆ ನಡೆಯಿತು. ಎಲ್ಲಾ ಕೇಂದ್ರಗಳಲ್ಲಿ ಪರೀಕ್ಷೆ ಸುಸೂತ್ರವಾಗಿ ನಡೆದಿದೆ ಎಂದು ಪರೀಕ್ಷಾ ಮಂಡಳಿ ತಿಳಿಸಿದೆ. ಮೊದಲ ದಿನದ ಪರೀಕ್ಷೆಗೆ ಒಟ್ಟು 96.87% ಹಾಜರಾತಿ ದಾಖಲಾಗಿದೆ. ಪರೀಕ್ಷೆಗೆ 5,09,085 ವಿದ್ಯಾರ್ಥಿಗಳು ನೋಂದಣಿ ಆಗಿದ್ದರು. xyxy=(821,2135,1056,2254)
day-label: ಭಾನುವಾರ xyxy=(39,94,81,108)
tuliyuva-col-2: ವಿರುದ್ಧ ಪಿತೂರಿ ನಡೆಸುತ್ತಿದ್ದಾರೆ, ಅಂಥವರನ್ನು ಹಂತಹಂತವಾಗಿ ತಮ್ಮ ಸಿನಿಮಾದ ಮೂಲಕ ಎಲ್ಲರಿಗೂ ತೋರಿಸುತ್ತೇವೆ ಎಂದು ಹೇಳಿದ್ದಾರೆ. 'ಹಯಗ್ರೀವ' ಸಿನಿಮಾದ ನಿರ್ಮಾಪಕರು ಚಿತ್ರತಂಡ ಮಾತನಾಡಿ, ತಮ್ಮ ಸಿನಿಮಾದ ವಿರುದ್ಧ ನಡೆಯುತ್ತಿರುವ ಪಿತೂರಿ ಪ್ರಕಾರ ಮಾತನಾಡಿದರು. xyxy=(1040,1075,1287,1141)
sudeep-photo-collage xyxy=(271,182,797,459)
cm-col-1: ಬೆಂಗಳೂರು: ಶಿಕ್ಷಕರು ಮಕ್ಕಳಲ್ಲಿ ವೈಜ್ಞಾನಿಕ ಮತ್ತು ವೈಚಾರಿಕ ಶಿಕ್ಷಣ ಕಲಿಸಬೇಕು ಎಂದು ಸಿಎಂ ಸಿದ್ದರಾಮಯ್ಯ ಕರೆ ನೀಡಿದ್ದಾರೆ. ಕರ್ನಾಟಕ ರಾಜ್ಯ ಪ್ರಾಥಮಿಕ ಶಾಲಾ ಶಿಕ್ಷಕರ ಸಂಘದ ರಾಜ್ಯಮಟ್ಟದ ಶೈಕ್ಷಣಿಕ ಸಮಾವೇಶ ಮತ್ತು ಸನ್ಮಾನ ಸಮಾರಂಭದಲ್ಲಿ ಪಾಲ್ಗೊಂಡು ಮಾತನಾಡಿದರು. ಶಿಕ್ಷಕರ ಪಾತ್ರ ಸಮಾಜದಲ್ಲಿ ಬಹಳ ದೊಡ್ಡದು. ಒಂದು ಕಾಲದಲ್ಲಿ ಶಿಕ್ಷಣ 12-15% ಮಾತ್ರ ಇದ್ದಿತ್ತು. ಇತ್ತು. 74% ಇದಕ್ಕೆ ಸ್ವಾತಂತ್ರ್ಯ ನಂತರ ಶಿಕ್ಷಣ ಹೆಚ್ಚಾಯಿತು. ಸಾಮಾಜಿಕ ನ್ಯಾಯ ಸಿಗಬೇಕಾದರೆ ಶಿಕ್ಷಣ ಮುಖ್ಯ. ಗುರುವಿಲ್ಲದೆ ಶಿಕ್ಷಣ ಇಲ್ಲ. ಸಮಾಜದ ಬದಲಾವಣೆಗೆ ಶಿಕ್ಷಕರು ಕಾರಣ. ನಾನು ಸಹ ಶಿಕ್ಷಕರ ಮಗ, ಶಿಕ್ಷಣದ ಮಹತ್ವ ನನಗೆ ಗೊತ್ತು. ಸರ್ಕಾರಿ ಶಾಲೆಗಳ ಬಲವರ್ಧನೆಗೆ ನಮ್ಮ ಸರ್ಕಾರ ಬದ್ಧವಾಗಿದೆ. ಶಿಕ್ಷಕರ ಸಮಸ್ಯೆಗಳಿಗೆ ಸ್ಪಂದಿಸುತ್ತೇವೆ. ಶಿಕ್ಷಕರು ಮಕ್ಕಳಲ್ಲಿ ಪ್ರಶ್ನಿಸುವ ಮನೋಭಾವ ಬೆಳೆಸಬೇಕು. ಮೌಢ್ಯ, ಕಂದಾಚಾರಗಳಿಂದ ಮಕ್ಕಳನ್ನು ದೂರವಿಡಬೇಕು. ಜಾತಿ ವ್ಯವಸ್ಥೆ ಸಮಾಜಕ್ಕೆ ಅಂಟಿದ ಶಾಪ. ಇದನ್ನು ತೊಲಗಿಸುವ ಕೆಲಸ ಶಿಕ್ಷಣದಿಂದ ಮಾತ್ರ ಸಾಧ್ಯ. ವೈಚಾರಿಕತೆ ಬೆಳೆಯಬೇಕು ಎಂದು ಹೇಳಿದರು. xyxy=(817,1363,1044,1661)
varanasi-col-1: ಪ್ರಿಯಾಂಕಾ ಚೋಪ್ರಾ ನಟಿಸುವ ಹಾಲಿವುಡ್ ಚಿತ್ರ 'ದಿ ಬ್ಲಫ್' ಇದೀಗ ಅಮೆಜಾನ್ ಪ್ರೈಂನಲ್ಲಿ ಬಿಡುಗಡೆ ಆಗಿದೆ. ಕಳೆದ ಕೆಲ ವರ್ಷಗಳಿಂದ ಭಾರತೀಯ ಚಿತ್ರರಂಗದಿಂದ ದೂರವೇ ಉಳಿದಿದ್ದ ಪ್ರಿಯಾಂಕಾ ಸುಮಾರು 7 ವರ್ಷಗಳ ಸುದೀರ್ಘ ಬಿಡುವಿನ ನಂತರ ಭಾರತೀಯ ಚಿತ್ರರಂಗಕ್ಕೆ ಮರಳುತ್ತಿದ್ದಾರೆ. ಅದು ಕೂಡ ಖ್ಯಾತ ನಿರ್ದೇಶಕ ಎಸ್.ಎಸ್. ರಾಜಮೌಳಿ ಅವರ ಮಹತ್ವಾಕಾಂಕ್ಷಿ ಚಿತ್ರದ ಮೂಲಕ. ತೆಲುಗು ಸೂಪರ್ ಸ್ಟಾರ್ ಮಹೇಶ್ ಬಾಬು ಅಭಿನಯದ 'ವಾರಣಾಸಿ' ಮೂಲಕ ಎಂಟ್ರಿ ಕೊಡುತ್ತಿದ್ದಾರೆ. ಇತ್ತೀಚೆಗೆ ಅಮೆರಿಕದ ಖ್ಯಾತ ಪಾಡ್‌ಕಾಸ್ಟ್ ಟಾಕ್ ಶೋಗಳಲ್ಲಿ ಭಾಗವಹಿಸಿದ್ದ ಪ್ರಿಯಾಂಕಾ, 'ದಿ ಬ್ಲಫ್' ಸಿನಿಮಾದ ಜೊತೆಗೆ 'ವಾರಣಾಸಿ' ಸಿನಿಮಾದ ಬಗ್ಗೆಯೂ ಕೆಲವು ಕುತೂಹಲಕಾರಿ ಅಪ್‌ಡೇಟ್‌ಗಳನ್ನು ಹಂಚಿಕೊಂಡಿದ್ದಾರೆ. ಚಿತ್ರದ ಶೂಟಿಂಗ್ ಎಷ್ಟು ಮುಗಿದಿದೆ ಎಂದು ಕೇಳಿದಾಗ, 'ಬಹುಮಟ್ಟಿಗೆ ಮುಗಿದಿದೆ, ಇನ್ನೂ ಸ್ವಲ್ಪ ಭಾಗ ಮಾತ್ರ ಬಾಕಿ ಇದೆ' ಎಂದಿದ್ದಾರೆ. ಹೇಳಿದ್ದಾರೆ. 'ವಾರಣಾಸಿ' ಸಿನಿಮಾ ಬಗ್ಗೆ ಮಾತನಾಡಿದ ಪ್ರಿಯಾಂಕಾ ಚೋಪ್ರಾ, 'ನಾವು ಕಳೆದ 14 ತಿಂಗಳುಗಳಿಂದ ಈ ಚಿತ್ರದ ಶೂಟಿಂಗ್ ಮಾಡುತ್ತಿದ್ದೇವೆ. ಇನ್ನೂ ಸುಮಾರು 6 ತಿಂಗಳ ಚಿತ್ರೀಕರಣ ಬಾಕಿ ಇದೆ. ಅಂದರೆ ಒಟ್ಟಾರೆಯಾಗಿ 20 ತಿಂಗಳುಗಳ ಕಾಲ ಈ ಸಿನಿಮಾ ಚಿತ್ರೀಕರಣ ನಡೆಯಲಿದೆ' xyxy=(809,174,1044,490)
ranji-col-3: ನಾಳೆಯ ದಿನವನ್ನು ಸ್ವಾಂಗ್‌ಸಿನಲ್ಲಿ ಅವರನ್ನು ಹುರಿದುಂಬಿಸಲು ನಾನು ಸಿದ್ಧನಾಗಿದ್ದೇನೆ. ಇದು ಎಲ್ಲರೂ ನೋಡುತ್ತಿರುವುದು ಎಂದು ಅಭಿಮಾನಿಗಳು ತಿಳಿಸಿದ್ದಾರೆ. ಪಂದ್ಯಶ್ರೇಷ್ಠ ಕೆಲವರ ದಿನಗಳ ಹಿಂದೆ, ಕೆಪ್‌ ಆಫ್ ಆಲ್ ಸೀಸನ್ ಗೌರವ ಪಡೆದರು. ಆಕಿಬ್ ನಬಿ, ಅಬ್ದುಲ್ ಸಮದ್, ಶುಭಂ ಖಜೂರಿಯಾ ಸೇರಿದಂತೆ ಹಲವು ಆಟಗಾರರು ಪ್ರಮುಖ ಪಾತ್ರ ವಹಿಸಿದ್ದಾರೆ. ಅದ್ಭುತ ಆಟ ಪ್ರದರ್ಶಿಸಿದ್ದಾರೆ ಎಂದು ಮತ್ತು ಮನೆಗೆ ಗೆಲುವಿನೊಂದಿಗೆ ಮರಳುತ್ತೇವೆ ಎಂದು ಹೇಳಿದ್ದಾರೆ. xyxy=(538,1576,797,1696)
cm-col-3: ಸಂಘ ಕೊಟ್ಟಿದೆ. ಕೆಲವು ಈಡೇರಿಸಿ ಮಾಡಿದ್ದೇವೆ. ಇನ್ನೂ ಕೆಲವು ಬೇಡಿಕೆಗಳನ್ನು ಮುಂದಿನ ದಿನಗಳಲ್ಲಿ ಈಡೇರಿಸಲಾಗುವುದು. ಹಿಂದೆ ನಾನು ಹಣಕಾಸು ಮಂತ್ರಿ ಆಗಿದ್ದಾಗ ಶಿಕ್ಷಕರ ವೇತನ ಹೆಚ್ಚಿಸಿದ್ದೆ. ಏಳನೇ ವೇತನ ಆಯೋಗ ಜಾರಿ ಮಾಡಿದ್ದೇವೆ. ಹಳೆ ಪಿಂಚಣಿ ಯೋಜನೆ ಬಗ್ಗೆ ಪರಿಶೀಲನೆ ಮಾಡುತ್ತಿದ್ದೇವೆ. ಶಿಕ್ಷಕರ ಸಮಸ್ಯೆಗಳ ಬಗ್ಗೆ ಸಂಬಂಧಪಟ್ಟ ಸಚಿವರ ಜೊತೆ ಚರ್ಚಿಸಿ ಕ್ರಮ ಕೈಗೊಳ್ಳಲಾಗುವುದು. ಮಕ್ಕಳಿಗೆ ಉತ್ತಮ ಶಿಕ್ಷಣ ನೀಡಿ ಸಮಾಜಕ್ಕೆ ಉತ್ತಮ ಪ್ರಜೆಗಳನ್ನು ನೀಡಬೇಕು. ಶಿಕ್ಷಕರೇ ದೇಶದ ನಿಜವಾದ ನಿರ್ಮಾಪಕರು. ಸಂವಿಧಾನದ ಆಶಯಗಳನ್ನು ಮಕ್ಕಳಿಗೆ ತಿಳಿಸಬೇಕು. ಕಾರ್ಯಕ್ರಮದಲ್ಲಿ ಸಚಿವ ಮಧು ಬಂಗಾರಪ್ಪ ಸೇರಿ ಹಲವರು ಉಪಸ್ಥಿತರಿದ್ದರು. xyxy=(1295,1363,1517,1554)
paper-name-1: ಸಂಜೆ xyxy=(26,138,100,189)
puc-kicker: ಮೊದಲ ದಿನದ ದ್ವಿತೀಯ ಪಿಯುಸಿ ಪರೀಕ್ಷೆ ಯಶಸ್ವಿ xyxy=(973,2015,1361,2042)
sudeep-col-2: ಸತೀಶ್ ಅವರ ಅತಿಶಯ ಮಾತುಗಳು ಈ ವಿಡಿಯೋ ಟ್ರ್ಯಾಗ್ ಆಗಿದ್ದು, ಸುದೀಪ್ ಅವರನ್ನು ಅವಮಾನಿಸಲೆಂದೇ ಹೀಗೆ ಮಾಡಿರುವುದು ವಿಡಿಯೋ ನೋಡಿದರೆ ತಿಳಿಯುತ್ತದೆ. ಅಲ್ಲದೆ, ವಿಡಿಯೋದಲ್ಲಿ ತಾನು ಸುದೀಪ್‌ಗೆ ಸಿನಿಮಾ ಮಾಡ್ತೀನಿ ಎಂದು ಹೇಳಿದ್ದರು. ಇದು ಬಿಜೆಪಿಯಲ್ಲಿ ಸತೀಶ್ ಅವರ ಪ್ರಯತ್ನವೂ ಕಾಣಬಹುದು. ಇದೀಗ ಈ ವಿಡಿಯೋ ಸುದೀಪ್ ಅಭಿಮಾನಿಗಳಲ್ಲಿ ತೀವ್ರ ಆಕ್ರೋಶಕ್ಕೆ ಕಾರಣವಾಗಿದೆ. ವಿಡಿಯೋಗೆ ಕಮೆಂಟ್ ಮಾಡಿರುವ ವಿನಯ್ ಗೌಡ, 'ಮೊದಲು ಅದನ್ನು ಡಿಲೀಟ್ ಮಾಡು, ಇಲ್ಲ ಅಂದ್ರೆ ನಾನು ಹಾಕಲು ನಿನ್ನ ಜನ್ಮವಿನ ಅಪ್ಪ ಆಗಬೇಡ. ನನಗೆ ತುಂಬ ಕೋಪ ಬರ್ತಿದೆ' ಎಂದಿದ್ದಾರೆ. ಕಮೆಂಟ್‌ನಲ್ಲಿಯೇ ಸತೀಶ್ ಅನ್ನು xyxy=(275,467,526,668)
sudeep-headline-1: ಕಿಚ್ಚನ ಕಿಚಾಯಿಸಿದ ಡಾಗ್ ಸತೀಶ್‌ಗೆ xyxy=(334,81,718,120)
t20-col-1: ಮುಂಬೈ: ಪಾಕಿಸ್ತಾನ ತಂಡವು 2026 ರ ಟಿ20 ವಿಶ್ವಕಪ್‌ನಿಂದ ಹೊರಬಿದ್ದಿದೆ. ಶ್ರೀಲಂಕಾ ವಿರುದ್ಧ ಗೆಲುವು ಸಾಧಿಸಿದರೂ ಪಾಕ್ ತಂಡ ಸೆಮಿಫೈನಲ್ ಪ್ರವೇಶಿಸಲು ವಿಫಲವಾಯಿತು. ನ್ಯೂಜಿಲೆಂಡ್ ಸೂಪರ್ 8 ಗುಂಪಿನಿಂದ ಸೆಮಿಫೈನಲ್ ಸ್ಥಾನ ಪಡೆದುಕೊಂಡಿದೆ. ಕೊಲಂಬೊದಲ್ಲಿ ನಡೆದ ಪಂದ್ಯದಲ್ಲಿ ಮೊದಲು ಬ್ಯಾಟ್ ಮಾಡಿದ ಪಾಕಿಸ್ತಾನ ತಂಡವು 213 ರನ್ ಗಳಿಸಿತು. ಉತ್ತರವಾಗಿ ಶ್ರೀಲಂಕಾ 148 ರನ್ ಗಳಿಸಿ ಸೋಲು ಕಂಡಿತು. ಅದರೂ ರನ್‌ರೇಟ್ ಲೆಕ್ಕಾಚಾರದಲ್ಲಿ ಪಾಕಿಸ್ತಾನ ಹಿಂದೆ ಬಿದ್ದಿತು. ಫಕರ್ ಜಮಾನ್ ಭರ್ಜರಿ ಅರ್ಧಶತಕ ಬಾರಿಸಿದರು. ವಿಶ್ವಕಪ್ ಪಂದ್ಯಾವಳಿಯಲ್ಲಿ ಪಾಕಿಸ್ತಾನದ ಪ್ರದರ್ಶನ ಅಭಿಮಾನಿಗಳಲ್ಲಿ ನಿರಾಸೆ ಮೂಡಿಸಿದೆ. xyxy=(16,1912,263,2085)
t20-headline-part1: ಟಿ20 ವಿಶ್ವಕಪ್‌ನಿಂದ ಪಾಕ್ ಔಟ್: xyxy=(70,1855,507,1897)
mrunal-photo xyxy=(279,797,522,1011)
pak-team-photo xyxy=(271,1910,797,2168)
